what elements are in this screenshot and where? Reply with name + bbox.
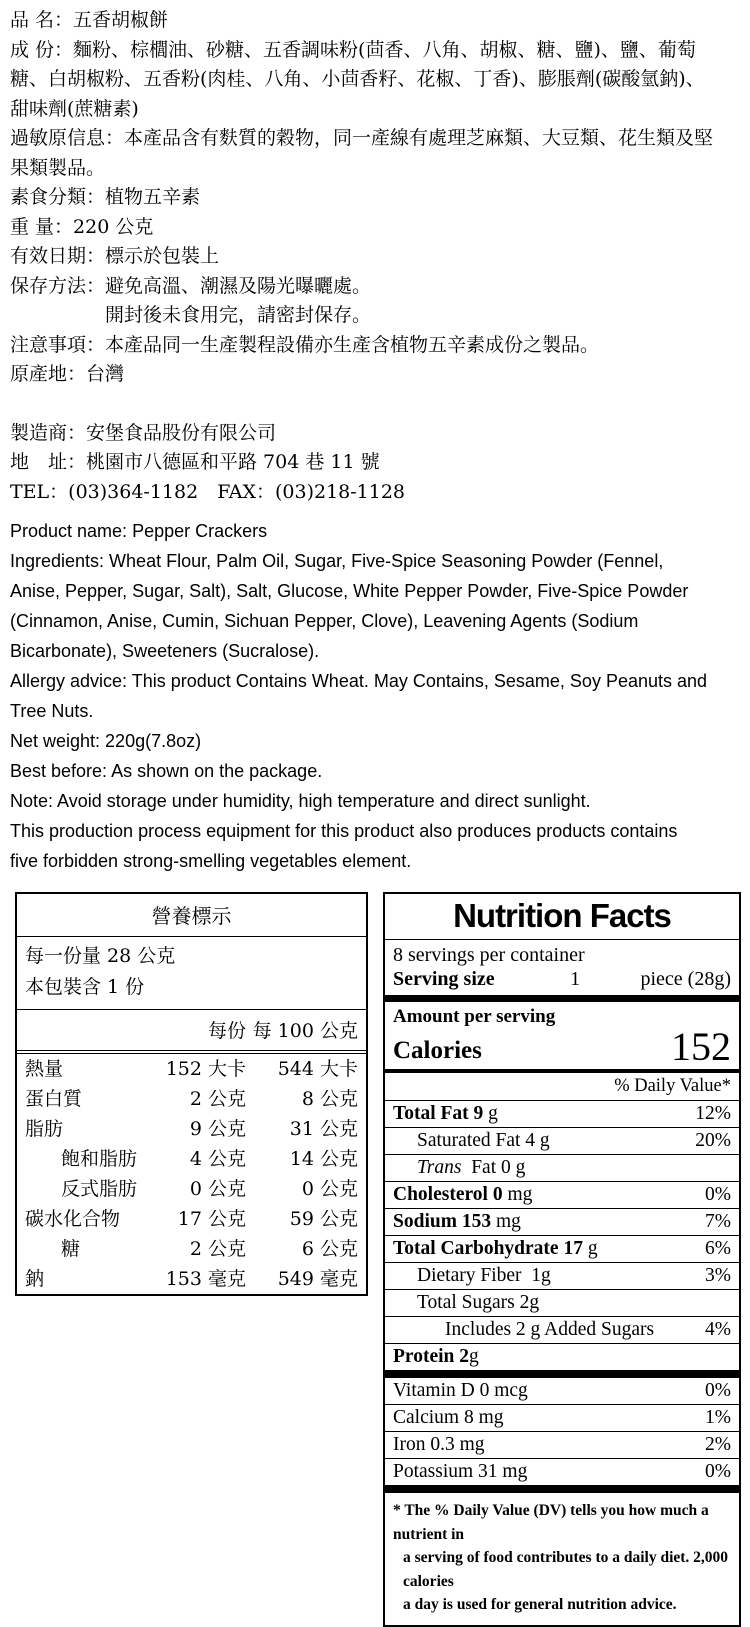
nutrition-table-zh — [15, 892, 368, 1296]
calories-value: 152 — [671, 1024, 731, 1069]
allergen-info-zh: 過敏原信息：本產品含有麩質的穀物，同一產線有處理芝麻類、大豆類、花生類及堅果類製品。 — [10, 127, 714, 179]
product-name-en: Product name: Pepper Crackers — [10, 521, 268, 541]
col-blank — [25, 1016, 148, 1043]
allergy-advice-en: Allergy advice: This product Contains Wheat. May Contains, Sesame, Soy Peanuts and Tree Nuts. — [10, 671, 708, 721]
table-row: 飽和脂肪 4 公克 14 公克 — [61, 1148, 358, 1170]
serving-size-count: 1 — [570, 968, 581, 990]
product-name-zh: 品 名：五香胡椒餅 — [10, 9, 169, 31]
address-zh: 地 址：桃園市八德區和平路 704 巷 11 號 — [10, 451, 380, 473]
ingredients-en: Ingredients: Wheat Flour, Palm Oil, Sugar, Five-Spice Seasoning Powder (Fennel, Anise, Pepper, Sugar, Salt), Salt, Glucose, White Pepper Powder, Five-Spice Powder (Cinnamon, Anise, Cumin, Sichuan Pepper, Clove), Leavening Agents (Sodium Bicarbonate), Sweeteners (Sucralose). — [10, 551, 689, 661]
nutrition-facts-panel — [383, 892, 741, 1627]
manufacturer-zh: 製造商：安堡食品股份有限公司 — [10, 421, 277, 444]
amount-per-serving: Amount per serving — [393, 1006, 556, 1027]
calories-row — [385, 1024, 739, 1073]
servings-per-pack-zh: 本包裝含 1 份 — [25, 976, 145, 998]
serving-size-zh: 每一份量 28 公克 — [25, 945, 176, 967]
best-before-en: Best before: As shown on the package. — [10, 761, 323, 781]
nutrient-row: Dietary Fiber 1g 3% — [385, 1262, 739, 1289]
vitamin-row: Vitamin D 0 mcg 0% — [393, 1380, 731, 1401]
table-row: 反式脂肪 0 公克 0 公克 — [61, 1178, 358, 1200]
col-per-100g: 每 100 公克 — [252, 1020, 358, 1042]
calories-label: Calories — [393, 1037, 482, 1064]
storage-method-zh-line2: 開封後未食用完，請密封保存。 — [105, 304, 372, 326]
divider-bar — [385, 1485, 739, 1493]
table-row: 糖 2 公克 6 公克 — [61, 1238, 358, 1260]
vitamin-row: Potassium 31 mg 0% — [385, 1458, 739, 1485]
serving-size-row — [385, 967, 739, 995]
table-row: 鈉 153 毫克 549 毫克 — [25, 1268, 358, 1290]
divider-bar — [385, 995, 739, 1002]
tel-fax: TEL：(03)364-1182 FAX：(03)218-1128 — [10, 480, 406, 503]
table-row: 熱量 152 大卡 544 大卡 — [25, 1058, 358, 1080]
col-per-serving: 每份 — [207, 1020, 246, 1042]
nutrition-tables — [15, 892, 750, 1627]
production-note-en: This production process equipment for this product also produces products contains five forbidden strong-smelling vegetables element. — [10, 821, 678, 871]
serving-size-unit: piece (28g) — [640, 968, 731, 990]
storage-note-en: Note: Avoid storage under humidity, high temperature and direct sunlight. — [10, 791, 591, 811]
chinese-info-block — [10, 6, 722, 507]
nutrient-row: Saturated Fat 4 g 20% — [385, 1127, 739, 1154]
serving-size-label: Serving size — [393, 968, 495, 990]
nutrient-row: Total Sugars 2g — [385, 1289, 739, 1316]
storage-method-zh: 保存方法：避免高溫、潮濕及陽光曝曬處。 — [10, 274, 372, 297]
nutrition-table-zh-header — [17, 1010, 366, 1054]
vitamin-row: Iron 0.3 mg 2% — [385, 1431, 739, 1458]
table-row: 脂肪 9 公克 31 公克 — [25, 1118, 358, 1140]
ingredients-zh: 成 份：麵粉、棕櫚油、砂糖、五香調味粉(茴香、八角、胡椒、糖、鹽)、鹽、葡萄糖、白胡椒粉、五香粉(肉桂、八角、小茴香籽、花椒、丁香)、膨脹劑(碳酸氫鈉)、甜味劑(蔗糖素) — [10, 38, 705, 120]
expiry-date-zh: 有效日期：標示於包裝上 — [10, 245, 220, 267]
nutrition-facts-title: Nutrition Facts — [385, 894, 739, 940]
vegetarian-class-zh: 素食分類：植物五辛素 — [10, 186, 201, 208]
nutrient-row: Trans Fat 0 g — [385, 1154, 739, 1181]
nutrient-row: Protein 2g — [385, 1343, 739, 1370]
divider-bar — [385, 1370, 739, 1378]
servings-per-container: 8 servings per container — [393, 944, 585, 966]
vitamin-row: Calcium 8 mg 1% — [385, 1404, 739, 1431]
table-row: 蛋白質 2 公克 8 公克 — [25, 1088, 358, 1110]
nutrition-table-zh-title: 營養標示 — [17, 894, 366, 937]
nutrient-row: Cholesterol 0 mg 0% — [385, 1181, 739, 1208]
table-row: 碳水化合物 17 公克 59 公克 — [25, 1208, 358, 1230]
daily-value-footnote: * The % Daily Value (DV) tells you how much a nutrient in a serving of food contributes to a daily diet. 2,000 calories a day is used for general nutrition advice. — [393, 1502, 729, 1613]
nutrient-row: Sodium 153 mg 7% — [385, 1208, 739, 1235]
nutrient-row: Total Fat 9 g 12% — [385, 1100, 739, 1127]
origin-zh: 原產地：台灣 — [10, 363, 125, 385]
nutrient-row: Includes 2 g Added Sugars 4% — [385, 1316, 739, 1343]
english-info-block — [10, 516, 710, 876]
daily-value-header: % Daily Value* — [614, 1076, 731, 1096]
notice-zh: 注意事項：本產品同一生產製程設備亦生產含植物五辛素成份之製品。 — [10, 333, 600, 356]
nutrition-table-zh-serving-info — [17, 937, 366, 1010]
net-weight-en: Net weight: 220g(7.8oz) — [10, 731, 202, 751]
nutrient-row: Total Carbohydrate 17 g 6% — [385, 1235, 739, 1262]
net-weight-zh: 重 量：220 公克 — [10, 215, 154, 238]
